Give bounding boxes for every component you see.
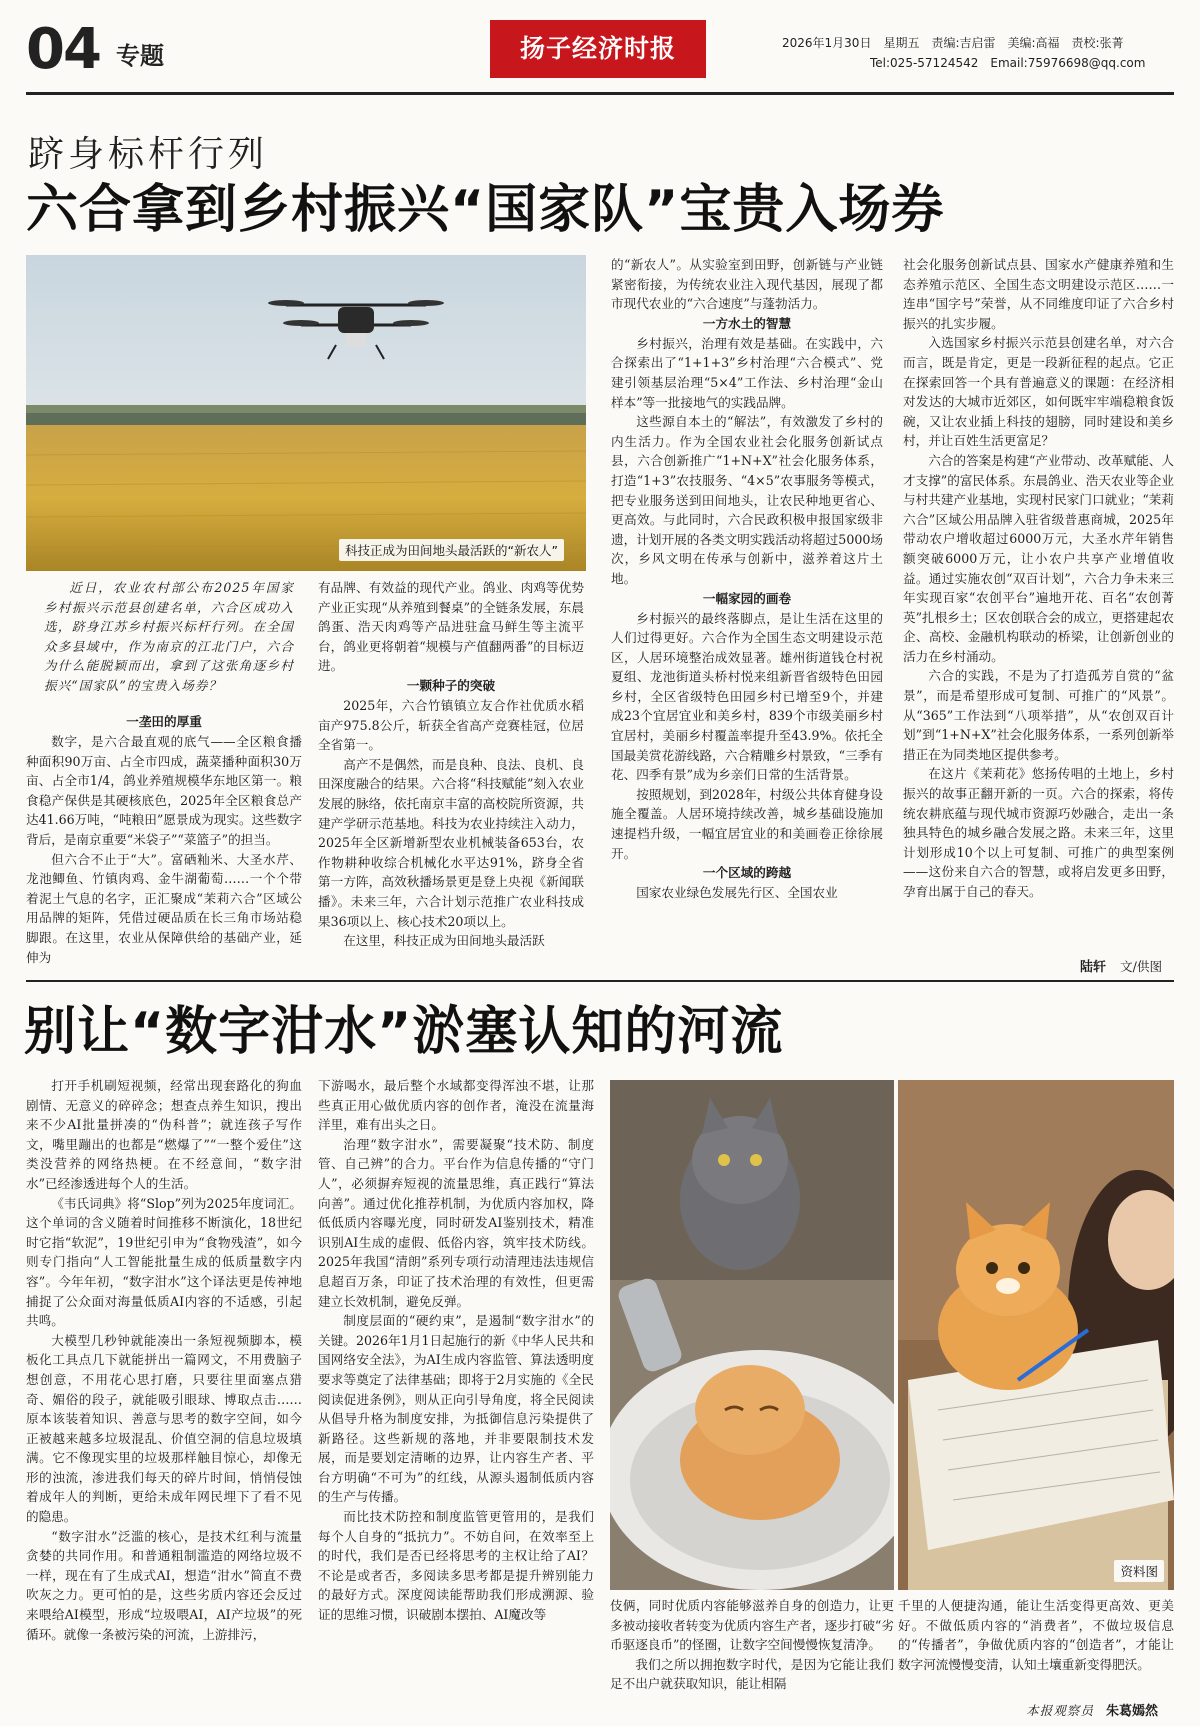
paragraph: 乡村振兴，治理有效是基础。在实践中，六合探索出了“1+1+3”乡村治理“六合模式”、党建引领基层治理“5×4”工作法、乡村治理“金山样本”等一批接地气的实践品牌。	[611, 335, 883, 410]
paragraph: 的“新农人”。从实验室到田野，创新链与产业链紧密衔接，为传统农业注入现代基因，展现了都市现代农业的“六合速度”与蓬勃活力。	[611, 257, 883, 312]
article1-column-1	[26, 712, 302, 970]
paragraph: 而比技术防控和制度监管更管用的，是我们每个人自身的“抵抗力”。不妨自问，在效率至上的时代，我们是否已经将思考的主权让给了AI？不论是或者否，多阅读多思考都是提升辨别能力的最好方式。深度阅读能帮助我们形成溯源、验证的思维习惯，识破剧本摆拍、AI魔改等	[318, 1509, 594, 1623]
paragraph: 治理“数字泔水”，需要凝聚“技术防、制度管、自己辨”的合力。平台作为信息传播的“守门人”，必须摒弃短视的流量思维，真正践行“算法向善”。通过优化推荐机制，为优质内容加权，降低低质内容曝光度，同时研发AI鉴别技术，精准识别AI生成的虚假、低俗内容，筑牢技术防线。2025年我国“清朗”系列专项行动清理违法违规信息超百万条，印证了技术治理的有效性，但更需建立长效机制，避免反弹。	[318, 1136, 594, 1309]
article1-column-3	[611, 255, 883, 970]
cat-bath-image	[610, 1080, 894, 1590]
section-title: 专题	[116, 42, 164, 70]
date-line: 2026年1月30日 星期五 责编:吉启雷 美编:高福 责校:张菁	[782, 36, 1124, 50]
paragraph: 数字，是六合最直观的底气——全区粮食播种面积90万亩、占全市四成，蔬菜播种面积30万亩、占全市1/4，鸽业养殖规模华东地区第一。粮食稳产保供是其硬核底色，2025年全区粮食总产达41.66万吨，“吨粮田”愿景成为现实。这些数字背后，是南京重要“米袋子”“菜篮子”的担当。	[26, 734, 302, 847]
article2-column-4	[898, 1596, 1174, 1696]
article1-column-4	[903, 255, 1174, 953]
paragraph: 乡村振兴的最终落脚点，是让生活在这里的人们过得更好。六合作为全国生态文明建设示范区，人居环境整治成效显著。雄州街道钱仓村祝夏组、龙池街道头桥村悦来组新晋省级特色田园乡村，全区省级特色田园乡村已增至9个，并建成23个宜居宜业和美乡村，839个市级美丽乡村宜居村，美丽乡村覆盖率提升至43.9%。依托全国最美赏花游线路，六合精雕乡村景致，“三季有花、四季有景”成为乡亲们日常的生活背景。	[611, 610, 883, 783]
page-number: 04	[26, 17, 100, 82]
paragraph: “数字泔水”泛滥的核心，是技术红利与流量贪婪的共同作用。和普通粗制滥造的网络垃圾不一样，现在有了生成式AI，想造“泔水”简直不费吹灰之力。更可怕的是，这些劣质内容还会反过来喂给AI模型，形成“垃圾喂AI，AI产垃圾”的死循环。就像一条被污染的河流，上游排污，	[26, 1528, 302, 1642]
cat-study-image	[898, 1080, 1174, 1590]
article2-column-1	[26, 1076, 302, 1724]
paragraph: 按照规划，到2028年，村级公共体育健身设施全覆盖。人居环境持续改善，城乡基础设施加速提档升级，一幅宜居宜业的和美画卷正徐徐展开。	[611, 786, 883, 861]
paragraph: 打开手机刷短视频，经常出现套路化的狗血剧情、无意义的碎碎念；想查点养生知识，搜出来不少AI批量拼凑的“伪科普”；就连孩子写作文，嘴里蹦出的也都是“燃爆了”“一整个爱住”这类没营养的网络热梗。在不经意间，“数字泔水”已经渗透进每个人的生活。	[26, 1078, 302, 1191]
photo-caption: 科技正成为田间地头最活跃的“新农人”	[339, 539, 564, 561]
paragraph: 制度层面的“硬约束”，是遏制“数字泔水”的关键。2026年1月1日起施行的新《中华人民共和国网络安全法》，为AI生成内容监管、算法透明度要求等奠定了法律基础；即将于2月实施的《全民阅读促进条例》，则从正向引导角度，将全民阅读从倡导升格为制度安排，为抵御信息污染提供了新路径。这些新规的落地，并非要限制技术发展，而是要划定清晰的边界，让内容生产者、平台方明确“不可为”的红线，从源头遏制低质内容的生产与传播。	[318, 1313, 594, 1505]
cat-study-photo	[898, 1080, 1174, 1590]
paragraph: 下游喝水，最后整个水域都变得浑浊不堪，让那些真正用心做优质内容的创作者，淹没在流量海洋里，难有出头之日。	[318, 1078, 594, 1133]
paragraph: 六合的答案是构建“产业带动、改革赋能、人才支撑”的富民体系。东晨鸽业、浩天农业等企业与村共建产业基地，实现村民家门口就业；“茉莉六合”区域公用品牌入驻省级普惠商城，2025年带动农户增收超过6000万元，大圣水芹年销售额突破6000万元，让小农户共享产业增值收益。通过实施农创“双百计划”，六合力争未来三年实现百家“农创平台”遍地开花、百名“农创菁英”扎根乡土；区农创联合会的成立，更搭建起农企、高校、金融机构联动的桥梁，让创新创业的活力在乡村涌动。	[903, 452, 1174, 664]
article1-column-2	[318, 578, 584, 970]
article1-photo	[26, 255, 586, 571]
article1-lead: 近日，农业农村部公布2025年国家乡村振兴示范县创建名单，六合区成功入选，跻身江苏乡村振兴标杆行列。在全国众多县域中，作为南京的江北门户，六合为什么能脱颖而出，拿到了这张角逐乡村振兴“国家队”的宝贵入场券？	[44, 580, 294, 693]
cat-bath-photo	[610, 1080, 894, 1590]
paragraph: 在这片《茉莉花》悠扬传唱的土地上，乡村振兴的故事正翻开新的一页。六合的探索，将传统农耕底蕴与现代城市资源巧妙融合，走出一条独具特色的城乡融合发展之路。未来三年，这里计划形成10个以上可复制、可推广的典型案例——这份来自六合的智慧，或将启发更多田野，孕育出属于自己的春天。	[903, 766, 1174, 899]
paragraph: 我们之所以拥抱数字时代，是因为它能让我们足不出户就获取知识，能让相隔	[610, 1656, 894, 1692]
drone-field-image	[26, 255, 586, 571]
article1-kicker: 跻身标杆行列	[28, 134, 269, 175]
article2-column-2	[318, 1076, 594, 1724]
article-divider	[26, 980, 1174, 982]
article2-headline: 别让“数字泔水”淤塞认知的河流	[24, 1002, 784, 1062]
subheading: 一方水土的智慧	[702, 315, 792, 331]
paragraph: 《韦氏词典》将“Slop”列为2025年度词汇。这个单词的含义随着时间推移不断演化，18世纪时它指“软泥”，19世纪引申为“食物残渣”，如今则专门指向“人工智能批量生成的低质量数字内容”。今年年初，“数字泔水”这个译法更是传神地捕捉了公众面对海量低质AI内容的不适感，引起共鸣。	[26, 1195, 302, 1329]
paragraph: 伎俩，同时优质内容能够滋养自身的创造力，让更多被动接收者转变为优质内容生产者，逐步打破“劣币驱逐良币”的怪圈，让数字空间慢慢恢复清净。	[610, 1598, 894, 1653]
paragraph: 千里的人便捷沟通，能让生活变得更高效、更美好。不做低质内容的“消费者”，不做垃圾信息的“传播者”，争做优质内容的“创造者”，才能让数字河流慢慢变清，认知土壤重新变得肥沃。	[898, 1598, 1174, 1672]
subheading: 一幅家园的画卷	[702, 590, 792, 606]
paragraph: 但六合不止于“大”。富硒籼米、大圣水芹、龙池鲫鱼、竹镇肉鸡、金牛湖葡萄……一个个带着泥土气息的名字，正汇聚成“茉莉六合”区域公用品牌的矩阵，凭借过硬品质在长三角市场站稳脚跟。在这里，农业从保障供给的基础产业，延伸为	[26, 851, 302, 965]
subheading: 一颗种子的突破	[406, 677, 496, 693]
paragraph: 有品牌、有效益的现代产业。鸽业、肉鸡等优势产业正实现“从养殖到餐桌”的全链条发展，东晨鸽蛋、浩天肉鸡等产品进驻盒马鲜生等主流平台，鸽业更将朝着“规模与产值翻两番”的目标迈进。	[318, 580, 584, 674]
paragraph: 六合的实践，不是为了打造孤芳自赏的“盆景”，而是希望形成可复制、可推广的“风景”。从“365”工作法到“八项举措”，从“农创双百计划”到“1+N+X”社会化服务体系，一系列创新举措正在为同类地区提供参考。	[903, 668, 1174, 762]
paragraph: 2025年，六合竹镇镇立友合作社优质水稻亩产975.8公斤，斩获全省高产竞赛桂冠，位居全省第一。	[318, 697, 584, 753]
subheading: 一个区域的跨越	[702, 865, 792, 881]
contact-line: Tel:025-57124542 Email:75976698@qq.com	[870, 56, 1146, 70]
photo-caption-2: 资料图	[1114, 1560, 1164, 1582]
subheading: 一垄田的厚重	[126, 714, 202, 729]
article1-headline: 六合拿到乡村振兴“国家队”宝贵入场券	[26, 180, 945, 240]
paragraph: 在这里，科技正成为田间地头最活跃	[343, 933, 545, 949]
paragraph: 国家农业绿色发展先行区、全国农业	[636, 885, 838, 901]
paragraph: 高产不是偶然，而是良种、良法、良机、良田深度融合的结果。六合将“科技赋能”刻入农业发展的脉络，依托南京丰富的高校院所资源，共建产学研示范基地。科技为农业持续注入动力，2025年全区新增新型农业机械装备653台，农作物耕种收综合机械化水平达91%，跻身全省第一方阵，高效秋播场景更是登上央视《新闻联播》。未来三年，六合计划示范推广农业科技成果36项以上、核心技术20项以上。	[318, 756, 584, 929]
article2-byline: 本报观察员 朱葛嫣然	[1026, 1703, 1158, 1719]
paragraph: 社会化服务创新试点县、国家水产健康养殖和生态养殖示范区、全国生态文明建设示范区……一连串“国字号”荣誉，从不同维度印证了六合乡村振兴的扎实步履。	[903, 257, 1174, 331]
paragraph: 入选国家乡村振兴示范县创建名单，对六合而言，既是肯定，更是一段新征程的起点。它正在探索回答一个具有普遍意义的课题：在经济相对发达的大城市近郊区，如何既牢牢端稳粮食饭碗，又让农业插上科技的翅膀，同时建设和美乡村，并让百姓生活更富足？	[903, 335, 1174, 449]
newspaper-logo: 扬子经济时报	[490, 20, 706, 78]
masthead-rule	[26, 92, 1174, 95]
paragraph: 大模型几秒钟就能凑出一条短视频脚本，模板化工具点几下就能拼出一篇网文，不用费脑子想创意，不用花心思打磨，只要往里面塞点猎奇、媚俗的段子，就能吸引眼球、博取点击……原本该装着知识、善意与思考的数字空间，如今正被越来越多垃圾混乱、价值空洞的信息垃圾填满。它不像现实里的垃圾那样触目惊心，却像无形的浊流，渗进我们每天的碎片时间，悄悄侵蚀着成年人的判断，更给未成年网民埋下了看不见的隐患。	[26, 1332, 302, 1525]
article1-byline: 陆轩 文/供图	[1080, 959, 1163, 975]
paragraph: 这些源自本土的“解法”，有效激发了乡村的内生活力。作为全国农业社会化服务创新试点县，六合创新推广“1+N+X”社会化服务体系，打造“1+3”农技服务、“4×5”农事服务等模式，把专业服务送到田间地头，让农民种地更省心、更高效。与此同时，六合民政积极申报国家级非遗，计划开展的各类文明实践活动将超过5000场次，乡风文明在传承与创新中，滋养着这片土地。	[611, 414, 883, 586]
article2-column-3	[610, 1596, 894, 1696]
